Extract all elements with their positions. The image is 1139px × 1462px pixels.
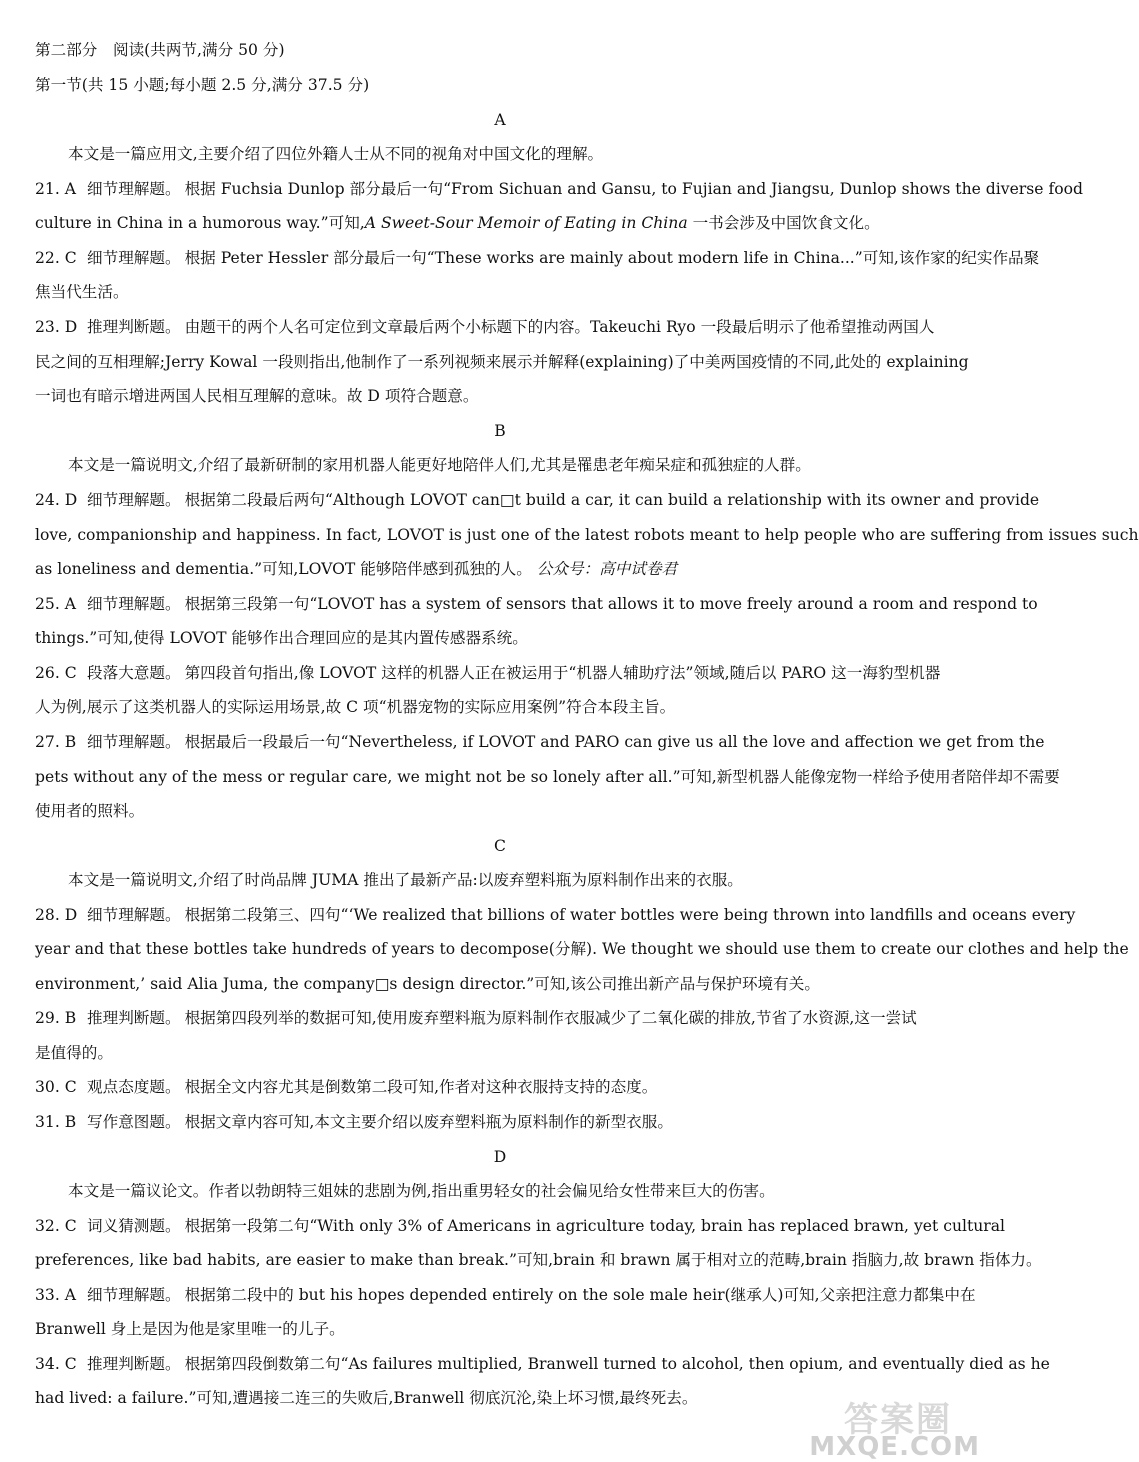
q23-line-2: 民之间的互相理解;Jerry Kowal 一段则指出,他制作了一系列视频来展示并解释(explaining)了中美两国疫情的不同,此处的 explaining xyxy=(35,353,969,371)
q26-line-2: 人为例,展示了这类机器人的实际运用场景,故 C 项“机器宠物的实际应用案例”符合本段主旨。 xyxy=(35,698,676,716)
q32-type: 词义猜测题。 xyxy=(87,1217,181,1235)
q23-number: 23. D xyxy=(35,318,78,336)
q22-type: 细节理解题。 xyxy=(87,249,181,267)
part-title: 第二部分 阅读(共两节,满分 50 分) xyxy=(35,41,285,59)
q23-type: 推理判断题。 xyxy=(87,318,181,336)
q30-number: 30. C xyxy=(35,1078,77,1096)
q21-line-1 xyxy=(35,179,1083,199)
q27-line-2: pets without any of the mess or regular care, we might not be so lonely after all.”可知,新型机器人能像宠物一样给予使用者陪伴却不需要 xyxy=(35,768,1060,786)
passage-a-summary: 本文是一篇应用文,主要介绍了四位外籍人士从不同的视角对中国文化的理解。 xyxy=(68,145,604,163)
q23-text: 由题干的两个人名可定位到文章最后两个小标题下的内容。Takeuchi Ryo 一段最后明示了他希望推动两国人 xyxy=(184,318,935,336)
q33-type: 细节理解题。 xyxy=(87,1286,181,1304)
q21-number: 21. A xyxy=(35,180,77,198)
site-watermark xyxy=(809,1392,980,1462)
q23-line-3: 一词也有暗示增进两国人民相互理解的意味。故 D 项符合题意。 xyxy=(35,387,479,405)
q31-number: 31. B xyxy=(35,1113,77,1131)
q26-text: 第四段首句指出,像 LOVOT 这样的机器人正在被运用于“机器人辅助疗法”领域,随后以 PARO 这一海豹型机器 xyxy=(184,664,941,682)
q25-number: 25. A xyxy=(35,595,77,613)
book-title: A Sweet-Sour Memoir of Eating in China xyxy=(364,214,688,232)
q24-type: 细节理解题。 xyxy=(87,491,181,509)
q34-text: 根据第四段倒数第二句“As failures multiplied, Branwell turned to alcohol, then opium, and eventually died as he xyxy=(184,1355,1050,1373)
q27-line-1 xyxy=(35,732,1045,752)
q26-type: 段落大意题。 xyxy=(87,664,181,682)
q34-line-1 xyxy=(35,1354,1050,1374)
q24-line-3 xyxy=(35,559,983,579)
q34-line-2: had lived: a failure.”可知,遭遇接二连三的失败后,Branwell 彻底沉沦,染上坏习惯,最终死去。 xyxy=(35,1389,698,1407)
watermark-line-2: MXQE.COM xyxy=(809,1432,980,1462)
q30-type: 观点态度题。 xyxy=(87,1078,181,1096)
q33-line-1 xyxy=(35,1285,983,1305)
q25-line-2: things.”可知,使得 LOVOT 能够作出合理回应的是其内置传感器系统。 xyxy=(35,629,528,647)
passage-a-heading: A xyxy=(494,111,506,129)
q30-line-1 xyxy=(35,1077,983,1097)
q28-number: 28. D xyxy=(35,906,78,924)
q32-text: 根据第一段第二句“With only 3% of Americans in agriculture today, brain has replaced brawn, yet cultural xyxy=(184,1217,1006,1235)
q22-line-2: 焦当代生活。 xyxy=(35,283,129,301)
q21-text-2c: 一书会涉及中国饮食文化。 xyxy=(687,214,880,232)
q29-text: 根据第四段列举的数据可知,使用废弃塑料瓶为原料制作衣服减少了二氧化碳的排放,节省了水资源,这一尝试 xyxy=(184,1009,917,1027)
q29-type: 推理判断题。 xyxy=(87,1009,181,1027)
section-title: 第一节(共 15 小题;每小题 2.5 分,满分 37.5 分) xyxy=(35,76,370,94)
passage-c-summary: 本文是一篇说明文,介绍了时尚品牌 JUMA 推出了最新产品:以废弃塑料瓶为原料制作出来的衣服。 xyxy=(68,871,743,889)
q26-number: 26. C xyxy=(35,664,77,682)
q22-number: 22. C xyxy=(35,249,77,267)
q32-line-1 xyxy=(35,1216,1006,1236)
q21-type: 细节理解题。 xyxy=(87,180,181,198)
q33-number: 33. A xyxy=(35,1286,77,1304)
q31-text: 根据文章内容可知,本文主要介绍以废弃塑料瓶为原料制作的新型衣服。 xyxy=(184,1113,673,1131)
q21-line-2 xyxy=(35,213,983,233)
q24-line-2: love, companionship and happiness. In fact, LOVOT is just one of the latest robots meant to help people who are suffering from issues such xyxy=(35,526,1139,544)
q28-line-2: year and that these bottles take hundreds of years to decompose(分解). We thought we should use them to create our clothes and help the xyxy=(35,940,1129,958)
q21-text-2a: culture in China in a humorous way.”可知, xyxy=(35,214,365,232)
q32-line-2: preferences, like bad habits, are easier to make than break.”可知,brain 和 brawn 属于相对立的范畴,brain 指脑力,故 brawn 指体力。 xyxy=(35,1251,1042,1269)
q25-type: 细节理解题。 xyxy=(87,595,181,613)
q27-type: 细节理解题。 xyxy=(87,733,181,751)
passage-b-heading: B xyxy=(494,422,506,440)
q30-text: 根据全文内容尤其是倒数第二段可知,作者对这种衣服持支持的态度。 xyxy=(184,1078,658,1096)
q27-text: 根据最后一段最后一句“Nevertheless, if LOVOT and PARO can give us all the love and affection we get from the xyxy=(184,733,1045,751)
wechat-note: 公众号：高中试卷君 xyxy=(536,560,678,578)
q29-line-1 xyxy=(35,1008,983,1028)
q24-text: 根据第二段最后两句“Although LOVOT can□t build a car, it can build a relationship with its owner and provide xyxy=(184,491,1040,509)
q25-text: 根据第三段第一句“LOVOT has a system of sensors that allows it to move freely around a room and respond to xyxy=(184,595,1038,613)
q34-number: 34. C xyxy=(35,1355,77,1373)
q23-line-1 xyxy=(35,317,983,337)
q34-type: 推理判断题。 xyxy=(87,1355,181,1373)
q22-text: 根据 Peter Hessler 部分最后一句“These works are mainly about modern life in China...”可知,该作家的纪实作品聚 xyxy=(184,249,1040,267)
q29-line-2: 是值得的。 xyxy=(35,1044,113,1062)
q28-line-1 xyxy=(35,905,1076,925)
q27-number: 27. B xyxy=(35,733,77,751)
q24-line-1 xyxy=(35,490,1040,510)
q24-number: 24. D xyxy=(35,491,78,509)
q31-line-1 xyxy=(35,1112,983,1132)
q28-line-3: environment,’ said Alia Juma, the company□s design director.”可知,该公司推出新产品与保护环境有关。 xyxy=(35,975,820,993)
q33-line-2: Branwell 身上是因为他是家里唯一的儿子。 xyxy=(35,1320,345,1338)
q28-type: 细节理解题。 xyxy=(87,906,181,924)
passage-b-summary: 本文是一篇说明文,介绍了最新研制的家用机器人能更好地陪伴人们,尤其是罹患老年痴呆症和孤独症的人群。 xyxy=(68,456,811,474)
passage-d-heading: D xyxy=(493,1148,507,1166)
q33-text: 根据第二段中的 but his hopes depended entirely on the sole male heir(继承人)可知,父亲把注意力都集中在 xyxy=(184,1286,976,1304)
q27-line-3: 使用者的照料。 xyxy=(35,802,145,820)
passage-c-heading: C xyxy=(494,837,506,855)
watermark-line-1: 答案圈 xyxy=(844,1400,952,1440)
q22-line-1 xyxy=(35,248,1040,268)
passage-d-summary: 本文是一篇议论文。作者以勃朗特三姐妹的悲剧为例,指出重男轻女的社会偏见给女性带来巨大的伤害。 xyxy=(68,1182,775,1200)
q25-line-1 xyxy=(35,594,1038,614)
q26-line-1 xyxy=(35,663,983,683)
q32-number: 32. C xyxy=(35,1217,77,1235)
q24-text-3a: as loneliness and dementia.”可知,LOVOT 能够陪伴感到孤独的人。 xyxy=(35,560,532,578)
q31-type: 写作意图题。 xyxy=(87,1113,181,1131)
q28-text: 根据第二段第三、四句“‘We realized that billions of water bottles were being thrown into landfills and oceans every xyxy=(184,906,1076,924)
q21-text: 根据 Fuchsia Dunlop 部分最后一句“From Sichuan and Gansu, to Fujian and Jiangsu, Dunlop shows the diverse food xyxy=(184,180,1083,198)
q29-number: 29. B xyxy=(35,1009,77,1027)
